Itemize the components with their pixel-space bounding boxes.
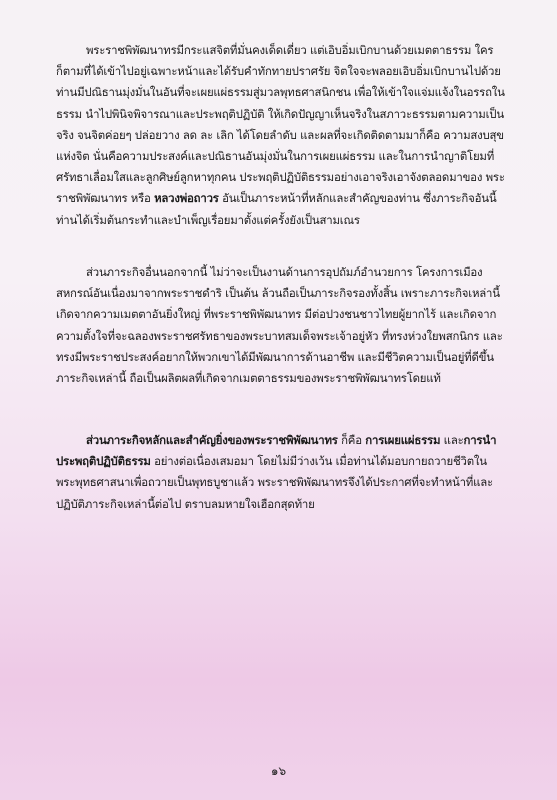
paragraph-1-bold-name: หลวงพ่อถาวร xyxy=(154,191,219,206)
paragraph-2 xyxy=(56,262,508,389)
paragraph-3-text-end: อย่างต่อเนื่องเสมอมา โดยไม่มีว่างเว้น เมื่อท่านได้มอบกายถวายชีวิตในพระพุทธศาสนาเพื่อถวายเป็นพุทธบูชาแล้ว พระราชพิพัฒนาทรจึงได้ประกาศที่จะทำหน้าที่และปฏิบัติภาระกิจเหล่านี้ต่อไป ตราบลมหายใจเฮือกสุดท้าย xyxy=(56,454,493,511)
paragraph-3-mid-1: ก็คือ xyxy=(337,433,366,447)
paragraph-3-mid-2: และ xyxy=(440,433,464,447)
page-number: ๑๖ xyxy=(270,764,287,778)
paragraph-1 xyxy=(56,40,508,231)
paragraph-3 xyxy=(56,430,508,515)
paragraph-2-text: ส่วนภาระกิจอื่นนอกจากนี้ ไม่ว่าจะเป็นงานด้านการอุปถัมภ์อำนวยการ โครงการเมืองสหกรณ์อันเนื่องมาจากพระราชดำริ เป็นต้น ล้วนถือเป็นภาระกิจรองทั้งสิ้น เพราะภาระกิจเหล่านี้เกิดจากความเมตตาอันยิ่งใหญ่ ที่พระราชพิพัฒนาทร มีต่อปวงชนชาวไทยผู้ยากไร้ และเกิดจากความตั้งใจที่จะฉลองพระราชศรัทธาของพระบาทสมเด็จพระเจ้าอยู่หัว ที่ทรงห่วงใยพสกนิกร และทรงมีพระราชประสงค์อยากให้พวกเขาได้มีพัฒนาการด้านอาชีพ และมีชีวิตความเป็นอยู่ที่ดีขึ้น ภาระกิจเหล่านี้ ถือเป็นผลิตผลที่เกิดจากเมตตาธรรมของพระราชพิพัฒนาทรโดยแท้ xyxy=(56,265,503,386)
paragraph-3-bold-3: การนำประพฤติปฏิบัติธรรม xyxy=(56,433,497,469)
paragraph-3-bold-lead: ส่วนภาระกิจหลักและสำคัญยิ่งของพระราชพิพัฒนาทร xyxy=(86,433,338,447)
paragraph-1-text: พระราชพิพัฒนาทรมีกระแสจิตที่มั่นคงเด็ดเดี่ยว แต่เอิบอิ่มเบิกบานด้วยเมตตาธรรม ใครก็ตามที่ได้เข้าไปอยู่เฉพาะหน้าและได้รับคำทักทายปราศรัย จิตใจจะพลอยเอิบอิ่มเบิกบานไปด้วย ท่านมีปณิธานมุ่งมั่นในอันที่จะเผยแผ่ธรรมสู่มวลพุทธศาสนิกชน เพื่อให้เข้าใจแจ่มแจ้งในอรรถในธรรม นำไปพินิจพิจารณาและประพฤติปฏิบัติ ให้เกิดปัญญาเห็นจริงในสภาวะธรรมตามความเป็นจริง จนจิตค่อยๆ ปล่อยวาง ลด ละ เลิก ได้โดยลำดับ และผลที่จะเกิดติดตามมาก็คือ ความสงบสุขแห่งจิต นั่นคือความประสงค์และปณิธานอันมุ่งมั่นในการเผยแผ่ธรรม และในการนำญาติโยมที่ศรัทธาเลื่อมใสและลูกศิษย์ลูกหาทุกคน ประพฤติปฏิบัติธรรมอย่างเอาจริงเอาจังตลอดมาของ พระราชพิพัฒนาทร หรือ xyxy=(56,43,505,206)
paragraph-3-bold-2: การเผยแผ่ธรรม xyxy=(365,433,441,447)
paragraph-1-text-end: อันเป็นภาระหน้าที่หลักและสำคัญของท่าน ซึ่งภาระกิจอันนี้ ท่านได้เริ่มต้นกระทำและบำเพ็ญเรื่อยมาตั้งแต่ครั้งยังเป็นสามเณร xyxy=(56,191,497,227)
